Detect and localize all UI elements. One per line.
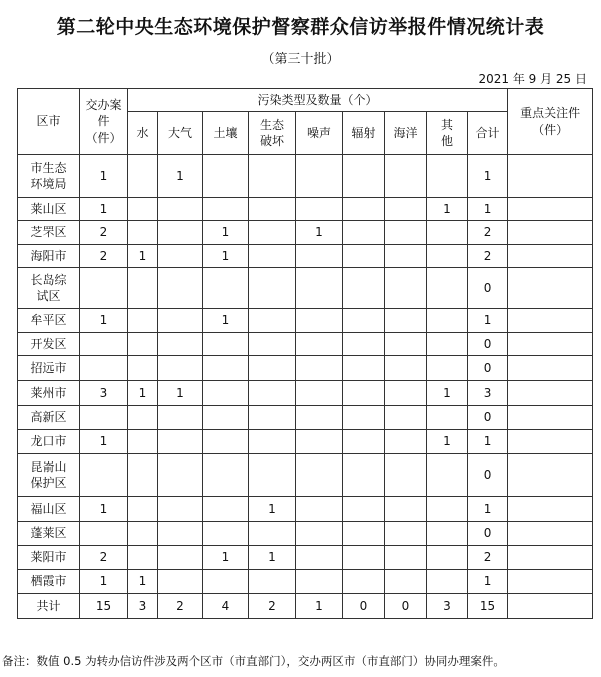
type-count-cell (343, 430, 385, 454)
type-count-cell: 1 (158, 155, 203, 198)
type-count-cell: 1 (203, 309, 249, 333)
type-count-cell (343, 570, 385, 594)
focus-count-cell (508, 570, 593, 594)
type-count-cell (385, 356, 427, 381)
type-count-cell (296, 406, 343, 430)
assigned-count-cell: 2 (80, 245, 128, 268)
table-row (18, 198, 593, 221)
focus-count-cell (508, 309, 593, 333)
type-count-cell: 1 (158, 381, 203, 406)
type-count-cell (343, 221, 385, 245)
type-count-cell (203, 333, 249, 356)
type-count-cell: 1 (203, 546, 249, 570)
type-count-cell: 1 (128, 245, 158, 268)
type-count-cell (249, 245, 296, 268)
type-count-cell (427, 546, 468, 570)
type-count-cell (158, 454, 203, 497)
region-cell: 招远市 (18, 356, 80, 381)
assigned-count-cell (80, 333, 128, 356)
focus-count-cell (508, 221, 593, 245)
type-count-cell (203, 570, 249, 594)
header-type-8: 合计 (468, 112, 508, 155)
type-count-cell (385, 570, 427, 594)
type-count-cell (385, 522, 427, 546)
type-count-cell: 1 (427, 381, 468, 406)
row-total-cell: 1 (468, 155, 508, 198)
type-count-cell (203, 198, 249, 221)
table-row (18, 497, 593, 522)
region-cell: 龙口市 (18, 430, 80, 454)
type-count-cell (158, 497, 203, 522)
row-total-cell: 2 (468, 245, 508, 268)
assigned-count-cell: 1 (80, 570, 128, 594)
row-total-cell: 15 (468, 594, 508, 619)
type-count-cell (296, 198, 343, 221)
type-count-cell: 1 (296, 594, 343, 619)
type-count-cell (249, 430, 296, 454)
type-count-cell (203, 268, 249, 309)
type-count-cell (249, 454, 296, 497)
type-count-cell (128, 155, 158, 198)
table-row (18, 245, 593, 268)
type-count-cell (203, 381, 249, 406)
row-total-cell: 0 (468, 522, 508, 546)
type-count-cell (385, 546, 427, 570)
type-count-cell (427, 497, 468, 522)
row-total-cell: 0 (468, 356, 508, 381)
type-count-cell (249, 155, 296, 198)
type-count-cell (296, 546, 343, 570)
focus-count-cell (508, 594, 593, 619)
header-type-5: 辐射 (343, 112, 385, 155)
type-count-cell (128, 309, 158, 333)
focus-count-cell (508, 522, 593, 546)
header-focus-text: 重点关注件（件） (520, 106, 581, 137)
focus-count-cell (508, 546, 593, 570)
assigned-count-cell: 2 (80, 221, 128, 245)
type-count-cell (296, 268, 343, 309)
focus-count-cell (508, 430, 593, 454)
table-row (18, 309, 593, 333)
type-count-cell (158, 245, 203, 268)
type-count-cell (385, 268, 427, 309)
region-cell: 高新区 (18, 406, 80, 430)
type-count-cell (427, 309, 468, 333)
type-count-cell (249, 406, 296, 430)
type-count-cell (343, 381, 385, 406)
type-count-cell (427, 406, 468, 430)
type-count-cell (128, 430, 158, 454)
type-count-cell (158, 546, 203, 570)
total-row (18, 594, 593, 619)
type-count-cell (427, 522, 468, 546)
type-count-cell (296, 333, 343, 356)
table-row (18, 406, 593, 430)
type-count-cell (158, 406, 203, 430)
focus-count-cell (508, 356, 593, 381)
focus-count-cell (508, 155, 593, 198)
type-count-cell (128, 198, 158, 221)
type-count-cell (343, 497, 385, 522)
type-count-cell (343, 309, 385, 333)
region-cell: 牟平区 (18, 309, 80, 333)
type-count-cell (158, 309, 203, 333)
header-assigned-text: 交办案件（件） (85, 98, 122, 145)
assigned-count-cell: 1 (80, 497, 128, 522)
assigned-count-cell (80, 268, 128, 309)
region-cell: 芝罘区 (18, 221, 80, 245)
row-total-cell: 2 (468, 546, 508, 570)
type-count-cell (427, 245, 468, 268)
type-count-cell (296, 245, 343, 268)
region-cell: 莱州市 (18, 381, 80, 406)
type-count-cell (343, 268, 385, 309)
type-count-cell: 1 (249, 497, 296, 522)
table-row (18, 221, 593, 245)
type-count-cell (296, 155, 343, 198)
row-total-cell: 2 (468, 221, 508, 245)
region-cell: 福山区 (18, 497, 80, 522)
header-assigned-cases (80, 89, 128, 155)
type-count-cell (249, 570, 296, 594)
region-cell: 共计 (18, 594, 80, 619)
table-row (18, 546, 593, 570)
assigned-count-cell: 2 (80, 546, 128, 570)
type-count-cell (343, 406, 385, 430)
focus-count-cell (508, 454, 593, 497)
region-cell: 市生态环境局 (18, 155, 80, 198)
type-count-cell (343, 245, 385, 268)
assigned-count-cell: 15 (80, 594, 128, 619)
region-cell: 莱阳市 (18, 546, 80, 570)
type-count-cell (385, 430, 427, 454)
table-row (18, 430, 593, 454)
header-type-7: 其他 (427, 112, 468, 155)
type-count-cell (128, 522, 158, 546)
focus-count-cell (508, 245, 593, 268)
type-count-cell (427, 454, 468, 497)
type-count-cell (296, 454, 343, 497)
row-total-cell: 1 (468, 430, 508, 454)
type-count-cell (128, 454, 158, 497)
type-count-cell (203, 430, 249, 454)
assigned-count-cell (80, 522, 128, 546)
type-count-cell: 0 (343, 594, 385, 619)
type-count-cell (296, 430, 343, 454)
type-count-cell (343, 546, 385, 570)
row-total-cell: 1 (468, 309, 508, 333)
type-count-cell: 1 (427, 430, 468, 454)
header-type-1: 大气 (158, 112, 203, 155)
type-count-cell (158, 333, 203, 356)
table-row (18, 570, 593, 594)
table-row (18, 333, 593, 356)
type-count-cell (296, 356, 343, 381)
type-count-cell: 4 (203, 594, 249, 619)
region-cell: 栖霞市 (18, 570, 80, 594)
row-total-cell: 3 (468, 381, 508, 406)
type-count-cell (343, 522, 385, 546)
type-count-cell (427, 221, 468, 245)
page-title: 第二轮中央生态环境保护督察群众信访举报件情况统计表 (56, 16, 545, 38)
type-count-cell: 1 (427, 198, 468, 221)
type-count-cell: 1 (296, 221, 343, 245)
type-count-cell (427, 570, 468, 594)
type-count-cell (296, 381, 343, 406)
row-total-cell: 0 (468, 406, 508, 430)
statistics-table (17, 88, 593, 619)
type-count-cell (249, 522, 296, 546)
type-count-cell (343, 155, 385, 198)
type-count-cell (385, 198, 427, 221)
row-total-cell: 0 (468, 333, 508, 356)
type-count-cell (203, 406, 249, 430)
type-count-cell (385, 155, 427, 198)
assigned-count-cell (80, 454, 128, 497)
focus-count-cell (508, 333, 593, 356)
type-count-cell (385, 381, 427, 406)
header-type-4: 噪声 (296, 112, 343, 155)
report-date: 2021 年 9 月 25 日 (478, 72, 587, 86)
type-count-cell (249, 268, 296, 309)
type-count-cell: 0 (385, 594, 427, 619)
type-count-cell (203, 356, 249, 381)
table-row (18, 381, 593, 406)
row-total-cell: 1 (468, 198, 508, 221)
type-count-cell: 1 (203, 221, 249, 245)
type-count-cell (203, 497, 249, 522)
region-cell: 蓬莱区 (18, 522, 80, 546)
type-count-cell (249, 309, 296, 333)
type-count-cell (128, 268, 158, 309)
type-count-cell: 2 (249, 594, 296, 619)
row-total-cell: 0 (468, 268, 508, 309)
type-count-cell (249, 198, 296, 221)
type-count-cell (385, 333, 427, 356)
focus-count-cell (508, 381, 593, 406)
type-count-cell: 2 (158, 594, 203, 619)
region-cell: 海阳市 (18, 245, 80, 268)
type-count-cell (296, 570, 343, 594)
header-type-6: 海洋 (385, 112, 427, 155)
type-count-cell (158, 522, 203, 546)
assigned-count-cell (80, 406, 128, 430)
type-count-cell (296, 497, 343, 522)
type-count-cell (296, 522, 343, 546)
batch-subtitle: （第三十批） (261, 52, 340, 67)
type-count-cell (427, 356, 468, 381)
row-total-cell: 0 (468, 454, 508, 497)
type-count-cell: 1 (203, 245, 249, 268)
type-count-cell (427, 268, 468, 309)
type-count-cell (385, 309, 427, 333)
assigned-count-cell: 1 (80, 198, 128, 221)
type-count-cell (385, 406, 427, 430)
type-count-cell (203, 522, 249, 546)
type-count-cell (385, 497, 427, 522)
type-count-cell (343, 198, 385, 221)
type-count-cell (249, 356, 296, 381)
focus-count-cell (508, 268, 593, 309)
table-row (18, 356, 593, 381)
type-count-cell (249, 221, 296, 245)
header-type-2: 土壤 (203, 112, 249, 155)
region-cell: 开发区 (18, 333, 80, 356)
assigned-count-cell: 1 (80, 309, 128, 333)
type-count-cell (427, 155, 468, 198)
table-row (18, 155, 593, 198)
assigned-count-cell (80, 356, 128, 381)
focus-count-cell (508, 198, 593, 221)
type-count-cell: 3 (128, 594, 158, 619)
type-count-cell: 3 (427, 594, 468, 619)
assigned-count-cell: 1 (80, 430, 128, 454)
type-count-cell (158, 198, 203, 221)
type-count-cell (128, 406, 158, 430)
type-count-cell (158, 430, 203, 454)
type-count-cell (296, 309, 343, 333)
type-count-cell (343, 333, 385, 356)
row-total-cell: 1 (468, 497, 508, 522)
table-row (18, 454, 593, 497)
header-type-0: 水 (128, 112, 158, 155)
type-count-cell: 1 (128, 381, 158, 406)
focus-count-cell (508, 497, 593, 522)
table-row (18, 268, 593, 309)
type-count-cell (128, 221, 158, 245)
type-count-cell (128, 333, 158, 356)
type-count-cell (427, 333, 468, 356)
type-count-cell (343, 356, 385, 381)
type-count-cell (158, 570, 203, 594)
type-count-cell: 1 (128, 570, 158, 594)
header-row-main (18, 89, 593, 112)
type-count-cell (385, 245, 427, 268)
type-count-cell (343, 454, 385, 497)
type-count-cell (385, 221, 427, 245)
header-focus-cases (508, 89, 593, 155)
type-count-cell (128, 546, 158, 570)
header-pollution-types: 污染类型及数量（个） (128, 89, 508, 112)
focus-count-cell (508, 406, 593, 430)
type-count-cell (203, 454, 249, 497)
assigned-count-cell: 1 (80, 155, 128, 198)
region-cell: 昆嵛山保护区 (18, 454, 80, 497)
type-count-cell (158, 221, 203, 245)
type-count-cell (158, 356, 203, 381)
type-count-cell: 1 (249, 546, 296, 570)
type-count-cell (203, 155, 249, 198)
type-count-cell (158, 268, 203, 309)
type-count-cell (128, 356, 158, 381)
header-type-3: 生态破坏 (249, 112, 296, 155)
type-count-cell (249, 381, 296, 406)
region-cell: 长岛综试区 (18, 268, 80, 309)
type-count-cell (128, 497, 158, 522)
assigned-count-cell: 3 (80, 381, 128, 406)
table-body (18, 155, 593, 619)
table-row (18, 522, 593, 546)
region-cell: 莱山区 (18, 198, 80, 221)
row-total-cell: 1 (468, 570, 508, 594)
type-count-cell (385, 454, 427, 497)
footnote: 备注：数值 0.5 为转办信访件涉及两个区市（市直部门），交办两区市（市直部门）协同办理案件。 (2, 654, 505, 668)
header-region: 区市 (18, 89, 80, 155)
type-count-cell (249, 333, 296, 356)
